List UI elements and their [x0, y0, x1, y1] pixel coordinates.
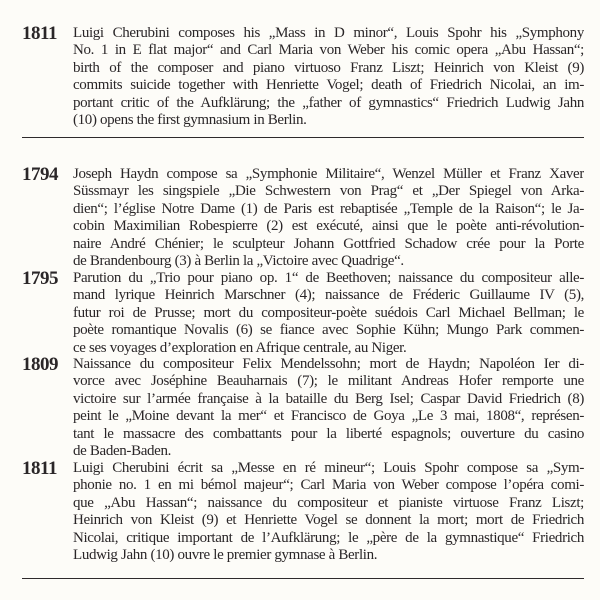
entry-text: [73, 270, 584, 357]
entry-text: [73, 460, 584, 564]
entry-text: [73, 166, 584, 270]
text-line: dien“; l’église Notre Dame (1) de Paris est rebaptisée „Temple de la Raison“; le Ja-: [73, 200, 584, 217]
text-line: (10) opens the first gymnasium in Berlin.: [73, 112, 307, 129]
text-line: futur roi de Prusse; mort du compositeur-poète suédois Carl Michael Bellman; le: [73, 304, 584, 321]
text-line: Parution du „Trio pour piano op. 1“ de Beethoven; naissance du compositeur alle-: [73, 270, 584, 286]
text-line: Luigi Cherubini composes his „Mass in D minor“, Louis Spohr his „Symphony: [73, 25, 584, 41]
entry-year: 1795: [22, 268, 58, 289]
entry-year: 1811: [22, 23, 57, 44]
text-line: No. 1 in E flat major“ and Carl Maria von Weber his comic opera „Abu Hassan“;: [73, 42, 584, 59]
text-line: Joseph Haydn compose sa „Symphonie Militaire“, Wenzel Müller et Franz Xaver: [73, 166, 584, 182]
text-line: que „Abu Hassan“; naissance du compositeur et pianiste virtuose Franz Liszt;: [73, 494, 584, 511]
text-line: naire André Chénier; le sculpteur Johann Gottfried Schadow crée pour la Porte: [73, 235, 584, 252]
text-line: Heinrich von Kleist (9) et Henriette Vogel se donnent la mort; mort de Friedrich: [73, 512, 584, 529]
text-line: Nicolai, critique important de l’Aufklärung; le „père de la gymnastique“ Friedrich: [73, 529, 584, 546]
text-line: victoire sur l’armée française à la bataille du Berg Isel; Caspar David Friedrich (8): [73, 390, 584, 407]
text-line: mand lyrique Heinrich Marschner (4); naissance de Fréderic Guillaume IV (5),: [73, 287, 584, 304]
entry-year: 1809: [22, 354, 58, 375]
text-line: cobin Maximilian Robespierre (2) est exécuté, ainsi que le poète anti-révolution-: [73, 218, 584, 235]
text-line: de Baden-Baden.: [73, 443, 172, 460]
section-divider: [22, 137, 584, 138]
text-line: phonie no. 1 en mi bémol majeur“; Carl Maria von Weber compose l’opéra comi-: [73, 477, 584, 494]
text-line: peint le „Moine devant la mer“ et Francisco de Goya „Le 3 mai, 1808“, représen-: [73, 408, 584, 425]
text-line: de Brandenbourg (3) à Berlin la „Victoire avec Quadrige“.: [73, 253, 404, 270]
entry-text: [73, 25, 584, 129]
text-line: vorce avec Joséphine Beauharnais (7); le militant Andreas Hofer remporte une: [73, 373, 584, 390]
text-line: Naissance du compositeur Felix Mendelssohn; mort de Haydn; Napoléon Ier di-: [73, 356, 584, 372]
text-line: Ludwig Jahn (10) ouvre le premier gymnase à Berlin.: [73, 547, 378, 564]
text-line: commits suicide together with Henriette Vogel; death of Friedrich Nicolai, an im-: [73, 77, 584, 94]
text-line: tant le massacre des combattants pour la liberté espagnols; ouverture du casino: [73, 425, 584, 442]
section-divider: [22, 578, 584, 579]
text-line: portant critic of the Aufklärung; the „father of gymnastics“ Friedrich Ludwig Jahn: [73, 94, 584, 111]
entry-text: [73, 356, 584, 460]
text-line: birth of the composer and piano virtuoso Franz Liszt; Heinrich von Kleist (9): [73, 59, 584, 76]
text-line: Süssmayr les singspiele „Die Schwestern von Prag“ et „Der Spiegel von Arka-: [73, 183, 584, 200]
text-line: ce ses voyages d’exploration en Afrique centrale, au Niger.: [73, 339, 407, 356]
text-line: poète romantique Novalis (6) se fiance avec Sophie Kühn; Mungo Park commen-: [73, 322, 584, 339]
text-line: Luigi Cherubini écrit sa „Messe en ré mineur“; Louis Spohr compose sa „Sym-: [73, 460, 584, 476]
entry-year: 1811: [22, 458, 57, 479]
entry-year: 1794: [22, 164, 58, 185]
